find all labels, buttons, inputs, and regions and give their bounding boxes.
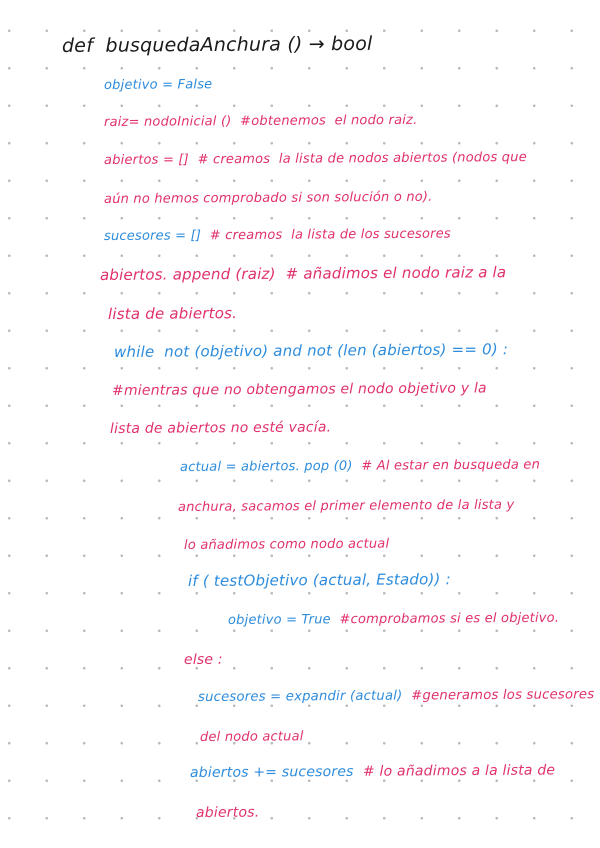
- note-line: [198, 687, 594, 705]
- comment-text: lo añadimos como nodo actual: [183, 536, 390, 553]
- note-line: [110, 419, 331, 437]
- comment-text: aún no hemos comprobado si son solución o no).: [103, 189, 433, 207]
- note-line: [104, 190, 433, 207]
- comment-text: # añadimos el nodo raiz a la: [280, 263, 507, 283]
- note-line: [100, 263, 506, 284]
- comment-text: anchura, sacamos el primer elemento de la lista y: [177, 497, 515, 515]
- comment-text: # Al estar en busqueda en: [356, 457, 541, 474]
- comment-text: lista de abiertos no esté vacía.: [109, 419, 332, 437]
- note-line: [180, 457, 540, 475]
- comment-text: #mientras que no obtengamos el nodo objetivo y la: [111, 380, 487, 399]
- comment-text: abiertos.: [195, 804, 260, 821]
- comment-text: del nodo actual: [199, 729, 304, 745]
- note-line: [178, 498, 514, 515]
- code-text: sucesores = []: [103, 228, 206, 244]
- note-line: [108, 304, 237, 323]
- function-signature: [62, 33, 373, 57]
- note-line: [200, 729, 304, 745]
- note-line: [184, 537, 389, 553]
- note-line: [184, 652, 223, 668]
- comment-text: # creamos la lista de nodos abiertos (nodos que: [193, 150, 527, 168]
- code-text: objetivo = True: [227, 612, 336, 628]
- code-text: abiertos = []: [103, 152, 194, 168]
- comment-text: # creamos la lista de los sucesores: [205, 226, 451, 244]
- note-line: [112, 380, 487, 399]
- comment-text: #obtenemos el nodo raiz.: [235, 112, 418, 130]
- code-text: def busquedaAnchura () → bool: [61, 32, 373, 57]
- comment-text: #comprobamos si es el objetivo.: [335, 610, 560, 628]
- note-line: [104, 113, 417, 130]
- code-text: while not (objetivo) and not (len (abiertos) == 0) :: [113, 340, 509, 361]
- note-line: [228, 611, 559, 628]
- code-text: raiz= nodoInicial (): [103, 114, 236, 130]
- code-text: if ( testObjetivo (actual, Estado)) :: [187, 570, 451, 590]
- code-text: sucesores = expandir (actual): [197, 688, 407, 705]
- note-line: [114, 340, 508, 361]
- note-line: [104, 227, 451, 244]
- note-line: [188, 570, 451, 590]
- note-line: [196, 805, 259, 821]
- note-line: [104, 77, 212, 93]
- code-text: abiertos. append (raiz): [99, 264, 281, 284]
- note-line: [104, 150, 527, 168]
- code-text: abiertos += sucesores: [189, 763, 359, 781]
- code-text: actual = abiertos. pop (0): [179, 458, 358, 475]
- comment-text: #generamos los sucesores: [406, 687, 595, 704]
- note-line: [190, 762, 555, 781]
- comment-text: # lo añadimos a la lista de: [358, 762, 556, 780]
- code-text: objetivo = False: [103, 77, 213, 93]
- code-text: else :: [183, 651, 223, 668]
- comment-text: lista de abiertos.: [107, 304, 238, 323]
